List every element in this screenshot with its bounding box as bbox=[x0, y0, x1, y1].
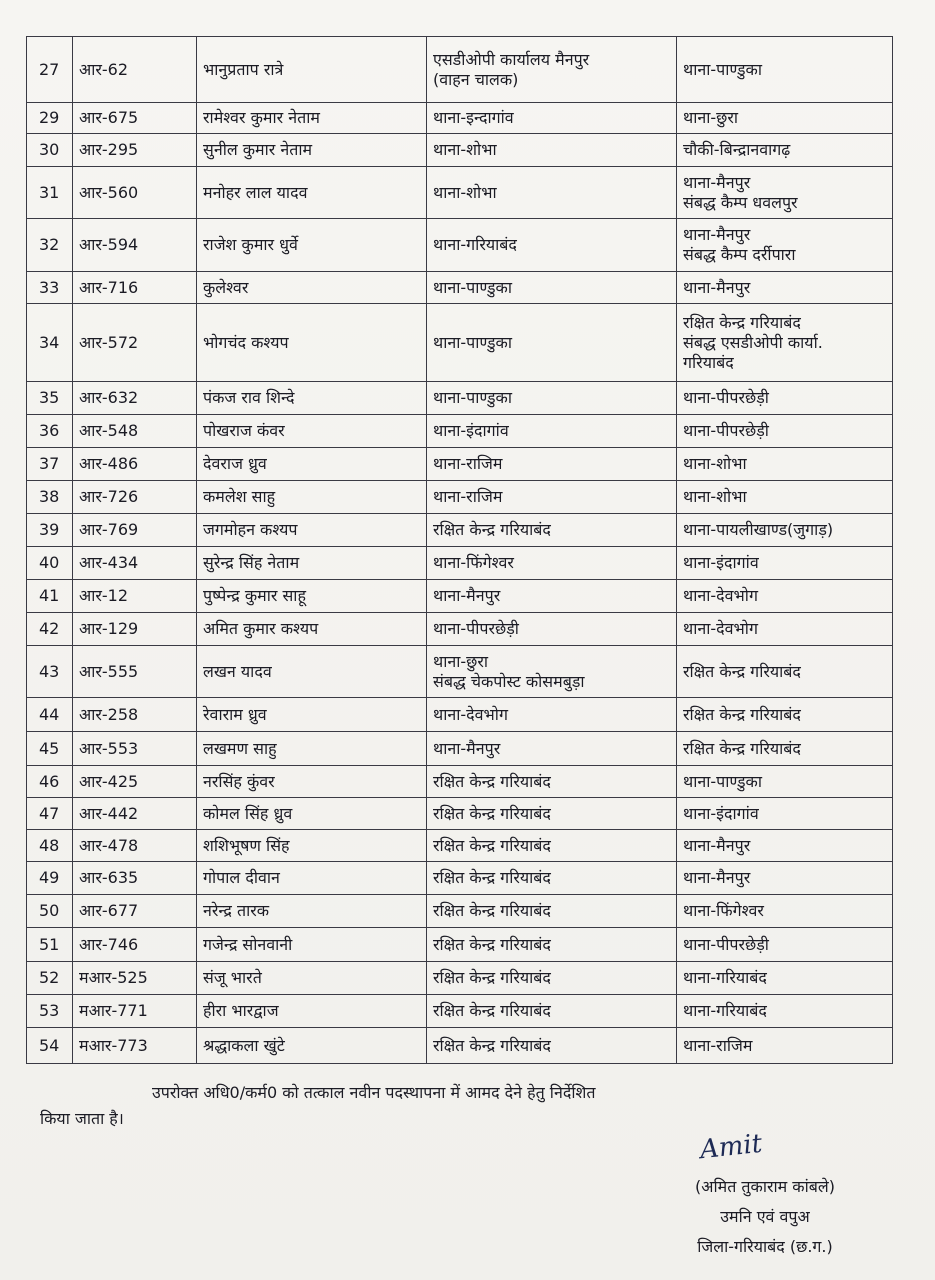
serial-number-cell: 36 bbox=[27, 415, 73, 448]
current-posting-line: संबद्ध चेकपोस्ट कोसमबुड़ा bbox=[433, 671, 585, 691]
new-posting-line: थाना-गरियाबंद bbox=[683, 968, 767, 987]
new-posting-cell bbox=[677, 962, 893, 995]
employee-name-cell: सुरेन्द्र सिंह नेताम bbox=[197, 547, 427, 580]
new-posting-line: थाना-राजिम bbox=[683, 1035, 753, 1055]
serial-number-cell: 54 bbox=[27, 1028, 73, 1064]
constable-number-cell: मआर-525 bbox=[73, 962, 197, 995]
table-row bbox=[27, 219, 893, 272]
employee-name-cell: भानुप्रताप रात्रे bbox=[197, 37, 427, 103]
current-posting-line: रक्षित केन्द्र गरियाबंद bbox=[433, 1001, 551, 1020]
serial-number-cell: 53 bbox=[27, 995, 73, 1028]
new-posting-cell bbox=[677, 37, 893, 103]
new-posting-line: थाना-मैनपुर bbox=[683, 835, 751, 855]
new-posting-line: थाना-मैनपुर bbox=[683, 868, 751, 887]
employee-name-cell: अमित कुमार कश्यप bbox=[197, 613, 427, 646]
current-posting-cell bbox=[427, 766, 677, 798]
new-posting-cell bbox=[677, 862, 893, 895]
employee-name-cell: लखन यादव bbox=[197, 646, 427, 698]
new-posting-cell bbox=[677, 103, 893, 134]
table-row bbox=[27, 37, 893, 103]
new-posting-line: थाना-इंदागांव bbox=[683, 803, 759, 823]
current-posting-cell bbox=[427, 514, 677, 547]
new-posting-cell bbox=[677, 514, 893, 547]
signatory-name: (अमित तुकाराम कांबले) bbox=[695, 1177, 835, 1196]
serial-number-cell: 38 bbox=[27, 481, 73, 514]
new-posting-line: थाना-पायलीखाण्ड(जुगाड़) bbox=[683, 520, 834, 539]
closing-line-2: किया जाता है। bbox=[40, 1109, 124, 1128]
table-row bbox=[27, 272, 893, 304]
new-posting-cell bbox=[677, 646, 893, 698]
table-row bbox=[27, 613, 893, 646]
signature-block bbox=[640, 1172, 890, 1262]
table-row bbox=[27, 481, 893, 514]
serial-number-cell: 44 bbox=[27, 698, 73, 732]
employee-name-cell: शशिभूषण सिंह bbox=[197, 830, 427, 862]
current-posting-line: रक्षित केन्द्र गरियाबंद bbox=[433, 771, 551, 791]
current-posting-line: एसडीओपी कार्यालय मैनपुर bbox=[433, 49, 590, 69]
table-row bbox=[27, 928, 893, 962]
table-row bbox=[27, 514, 893, 547]
current-posting-line: थाना-मैनपुर bbox=[433, 738, 501, 758]
employee-name-cell: कमलेश साहु bbox=[197, 481, 427, 514]
serial-number-cell: 37 bbox=[27, 448, 73, 481]
current-posting-line: थाना-शोभा bbox=[433, 182, 497, 202]
constable-number-cell: आर-572 bbox=[73, 304, 197, 382]
new-posting-line: थाना-मैनपुर bbox=[683, 225, 751, 244]
current-posting-line: थाना-पाण्डुका bbox=[433, 277, 512, 297]
current-posting-cell bbox=[427, 481, 677, 514]
table-row bbox=[27, 862, 893, 895]
employee-name-cell: भोगचंद कश्यप bbox=[197, 304, 427, 382]
current-posting-line: थाना-छुरा bbox=[433, 651, 489, 671]
new-posting-line: रक्षित केन्द्र गरियाबंद bbox=[683, 312, 801, 332]
serial-number-cell: 35 bbox=[27, 382, 73, 415]
employee-name-cell: हीरा भारद्वाज bbox=[197, 995, 427, 1028]
current-posting-line: थाना-देवभोग bbox=[433, 704, 508, 724]
current-posting-cell bbox=[427, 448, 677, 481]
current-posting-line: थाना-शोभा bbox=[433, 140, 497, 159]
new-posting-line: चौकी-बिन्द्रानवागढ़ bbox=[683, 140, 791, 159]
constable-number-cell: आर-553 bbox=[73, 732, 197, 766]
current-posting-cell bbox=[427, 928, 677, 962]
current-posting-line: थाना-फिंगेश्वर bbox=[433, 553, 514, 572]
constable-number-cell: आर-486 bbox=[73, 448, 197, 481]
employee-name-cell: रामेश्वर कुमार नेताम bbox=[197, 103, 427, 134]
constable-number-cell: आर-594 bbox=[73, 219, 197, 272]
new-posting-cell bbox=[677, 1028, 893, 1064]
serial-number-cell: 27 bbox=[27, 37, 73, 103]
new-posting-cell bbox=[677, 481, 893, 514]
new-posting-line: थाना-पीपरछेड़ी bbox=[683, 934, 769, 954]
new-posting-cell bbox=[677, 995, 893, 1028]
constable-number-cell: आर-442 bbox=[73, 798, 197, 830]
new-posting-line: थाना-पाण्डुका bbox=[683, 771, 762, 791]
constable-number-cell: आर-434 bbox=[73, 547, 197, 580]
new-posting-line: रक्षित केन्द्र गरियाबंद bbox=[683, 661, 801, 681]
constable-number-cell: आर-716 bbox=[73, 272, 197, 304]
constable-number-cell: आर-555 bbox=[73, 646, 197, 698]
current-posting-cell bbox=[427, 219, 677, 272]
serial-number-cell: 34 bbox=[27, 304, 73, 382]
new-posting-line: संबद्ध एसडीओपी कार्या. bbox=[683, 332, 823, 352]
current-posting-cell bbox=[427, 732, 677, 766]
current-posting-cell bbox=[427, 830, 677, 862]
serial-number-cell: 30 bbox=[27, 134, 73, 167]
new-posting-line: संबद्ध कैम्प दर्रीपारा bbox=[683, 245, 796, 264]
employee-name-cell: कुलेश्वर bbox=[197, 272, 427, 304]
new-posting-line: रक्षित केन्द्र गरियाबंद bbox=[683, 704, 801, 724]
current-posting-cell bbox=[427, 134, 677, 167]
new-posting-line: थाना-पीपरछेड़ी bbox=[683, 421, 769, 440]
constable-number-cell: आर-726 bbox=[73, 481, 197, 514]
table-row bbox=[27, 415, 893, 448]
table-row bbox=[27, 962, 893, 995]
current-posting-cell bbox=[427, 272, 677, 304]
new-posting-line: थाना-मैनपुर bbox=[683, 277, 751, 297]
table-row bbox=[27, 547, 893, 580]
serial-number-cell: 33 bbox=[27, 272, 73, 304]
new-posting-line: गरियाबंद bbox=[683, 352, 734, 372]
table-row bbox=[27, 830, 893, 862]
new-posting-cell bbox=[677, 382, 893, 415]
current-posting-cell bbox=[427, 995, 677, 1028]
new-posting-cell bbox=[677, 304, 893, 382]
new-posting-cell bbox=[677, 830, 893, 862]
current-posting-line: थाना-पीपरछेड़ी bbox=[433, 619, 519, 638]
new-posting-line: थाना-गरियाबंद bbox=[683, 1001, 767, 1020]
new-posting-cell bbox=[677, 698, 893, 732]
new-posting-cell bbox=[677, 219, 893, 272]
constable-number-cell: आर-677 bbox=[73, 895, 197, 928]
transfer-table bbox=[26, 36, 893, 1064]
table-row bbox=[27, 766, 893, 798]
employee-name-cell: जगमोहन कश्यप bbox=[197, 514, 427, 547]
new-posting-cell bbox=[677, 415, 893, 448]
constable-number-cell: आर-769 bbox=[73, 514, 197, 547]
table-row bbox=[27, 732, 893, 766]
new-posting-line: थाना-मैनपुर bbox=[683, 172, 751, 192]
current-posting-line: थाना-पाण्डुका bbox=[433, 388, 512, 407]
employee-name-cell: रेवाराम ध्रुव bbox=[197, 698, 427, 732]
current-posting-cell bbox=[427, 646, 677, 698]
employee-name-cell: संजू भारते bbox=[197, 962, 427, 995]
employee-name-cell: गोपाल दीवान bbox=[197, 862, 427, 895]
new-posting-line: थाना-पाण्डुका bbox=[683, 59, 762, 79]
constable-number-cell: आर-635 bbox=[73, 862, 197, 895]
table-row bbox=[27, 646, 893, 698]
current-posting-cell bbox=[427, 962, 677, 995]
constable-number-cell: मआर-771 bbox=[73, 995, 197, 1028]
constable-number-cell: आर-746 bbox=[73, 928, 197, 962]
new-posting-cell bbox=[677, 766, 893, 798]
constable-number-cell: आर-560 bbox=[73, 167, 197, 219]
constable-number-cell: आर-129 bbox=[73, 613, 197, 646]
new-posting-line: थाना-देवभोग bbox=[683, 586, 758, 605]
serial-number-cell: 47 bbox=[27, 798, 73, 830]
current-posting-cell bbox=[427, 382, 677, 415]
constable-number-cell: आर-425 bbox=[73, 766, 197, 798]
employee-name-cell: श्रद्धाकला खुंटे bbox=[197, 1028, 427, 1064]
current-posting-cell bbox=[427, 580, 677, 613]
employee-name-cell: मनोहर लाल यादव bbox=[197, 167, 427, 219]
current-posting-line: थाना-इन्दागांव bbox=[433, 108, 514, 127]
serial-number-cell: 52 bbox=[27, 962, 73, 995]
signatory-designation: उमनि एवं वपुअ bbox=[720, 1207, 810, 1226]
table-row bbox=[27, 167, 893, 219]
current-posting-cell bbox=[427, 304, 677, 382]
serial-number-cell: 50 bbox=[27, 895, 73, 928]
table-row bbox=[27, 698, 893, 732]
constable-number-cell: आर-675 bbox=[73, 103, 197, 134]
new-posting-line: संबद्ध कैम्प धवलपुर bbox=[683, 192, 798, 212]
closing-line-1: उपरोक्त अधि0/कर्म0 को तत्काल नवीन पदस्थापना में आमद देने हेतु निर्देशित bbox=[152, 1083, 596, 1102]
current-posting-cell bbox=[427, 37, 677, 103]
table-row bbox=[27, 382, 893, 415]
table-row bbox=[27, 995, 893, 1028]
new-posting-cell bbox=[677, 895, 893, 928]
serial-number-cell: 48 bbox=[27, 830, 73, 862]
constable-number-cell: आर-548 bbox=[73, 415, 197, 448]
current-posting-cell bbox=[427, 1028, 677, 1064]
current-posting-cell bbox=[427, 698, 677, 732]
table-row bbox=[27, 103, 893, 134]
current-posting-line: रक्षित केन्द्र गरियाबंद bbox=[433, 934, 551, 954]
serial-number-cell: 32 bbox=[27, 219, 73, 272]
table-row bbox=[27, 895, 893, 928]
constable-number-cell: आर-295 bbox=[73, 134, 197, 167]
employee-name-cell: राजेश कुमार धुर्वे bbox=[197, 219, 427, 272]
table-row bbox=[27, 448, 893, 481]
constable-number-cell: आर-258 bbox=[73, 698, 197, 732]
table-row bbox=[27, 580, 893, 613]
current-posting-line: थाना-राजिम bbox=[433, 454, 503, 473]
transfer-table-body bbox=[27, 37, 893, 1064]
employee-name-cell: देवराज ध्रुव bbox=[197, 448, 427, 481]
employee-name-cell: गजेन्द्र सोनवानी bbox=[197, 928, 427, 962]
signatory-district: जिला-गरियाबंद (छ.ग.) bbox=[697, 1237, 833, 1256]
employee-name-cell: पोखराज कंवर bbox=[197, 415, 427, 448]
new-posting-cell bbox=[677, 732, 893, 766]
constable-number-cell: आर-478 bbox=[73, 830, 197, 862]
current-posting-line: थाना-राजिम bbox=[433, 487, 503, 506]
current-posting-line: रक्षित केन्द्र गरियाबंद bbox=[433, 1035, 551, 1055]
new-posting-line: थाना-इंदागांव bbox=[683, 553, 759, 572]
new-posting-line: थाना-पीपरछेड़ी bbox=[683, 388, 769, 407]
serial-number-cell: 31 bbox=[27, 167, 73, 219]
employee-name-cell: लखमण साहु bbox=[197, 732, 427, 766]
closing-instruction bbox=[40, 1080, 880, 1132]
employee-name-cell: नरेन्द्र तारक bbox=[197, 895, 427, 928]
constable-number-cell: आर-12 bbox=[73, 580, 197, 613]
current-posting-cell bbox=[427, 547, 677, 580]
current-posting-line: रक्षित केन्द्र गरियाबंद bbox=[433, 803, 551, 823]
new-posting-line: थाना-देवभोग bbox=[683, 619, 758, 638]
serial-number-cell: 39 bbox=[27, 514, 73, 547]
current-posting-cell bbox=[427, 167, 677, 219]
serial-number-cell: 46 bbox=[27, 766, 73, 798]
current-posting-line: (वाहन चालक) bbox=[433, 69, 519, 89]
new-posting-cell bbox=[677, 547, 893, 580]
current-posting-line: रक्षित केन्द्र गरियाबंद bbox=[433, 868, 551, 887]
new-posting-cell bbox=[677, 448, 893, 481]
current-posting-cell bbox=[427, 415, 677, 448]
new-posting-cell bbox=[677, 613, 893, 646]
current-posting-cell bbox=[427, 862, 677, 895]
employee-name-cell: पंकज राव शिन्दे bbox=[197, 382, 427, 415]
current-posting-line: थाना-गरियाबंद bbox=[433, 235, 517, 254]
new-posting-line: थाना-फिंगेश्वर bbox=[683, 901, 764, 920]
new-posting-cell bbox=[677, 928, 893, 962]
current-posting-cell bbox=[427, 613, 677, 646]
constable-number-cell: आर-62 bbox=[73, 37, 197, 103]
current-posting-line: रक्षित केन्द्र गरियाबंद bbox=[433, 835, 551, 855]
employee-name-cell: सुनील कुमार नेताम bbox=[197, 134, 427, 167]
table-row bbox=[27, 304, 893, 382]
current-posting-line: रक्षित केन्द्र गरियाबंद bbox=[433, 968, 551, 987]
serial-number-cell: 42 bbox=[27, 613, 73, 646]
new-posting-line: थाना-शोभा bbox=[683, 487, 747, 506]
new-posting-cell bbox=[677, 167, 893, 219]
new-posting-line: थाना-शोभा bbox=[683, 454, 747, 473]
current-posting-line: थाना-इंदागांव bbox=[433, 421, 509, 440]
serial-number-cell: 45 bbox=[27, 732, 73, 766]
serial-number-cell: 49 bbox=[27, 862, 73, 895]
signature-mark: Amit bbox=[698, 1128, 764, 1166]
serial-number-cell: 41 bbox=[27, 580, 73, 613]
serial-number-cell: 40 bbox=[27, 547, 73, 580]
new-posting-cell bbox=[677, 580, 893, 613]
table-row bbox=[27, 134, 893, 167]
table-row bbox=[27, 798, 893, 830]
new-posting-cell bbox=[677, 134, 893, 167]
current-posting-line: रक्षित केन्द्र गरियाबंद bbox=[433, 520, 551, 539]
new-posting-line: रक्षित केन्द्र गरियाबंद bbox=[683, 738, 801, 758]
current-posting-line: थाना-मैनपुर bbox=[433, 586, 501, 605]
current-posting-cell bbox=[427, 895, 677, 928]
employee-name-cell: कोमल सिंह ध्रुव bbox=[197, 798, 427, 830]
table-row bbox=[27, 1028, 893, 1064]
new-posting-cell bbox=[677, 798, 893, 830]
current-posting-line: थाना-पाण्डुका bbox=[433, 332, 512, 352]
current-posting-line: रक्षित केन्द्र गरियाबंद bbox=[433, 901, 551, 920]
serial-number-cell: 29 bbox=[27, 103, 73, 134]
constable-number-cell: आर-632 bbox=[73, 382, 197, 415]
constable-number-cell: मआर-773 bbox=[73, 1028, 197, 1064]
serial-number-cell: 43 bbox=[27, 646, 73, 698]
new-posting-cell bbox=[677, 272, 893, 304]
serial-number-cell: 51 bbox=[27, 928, 73, 962]
employee-name-cell: नरसिंह कुंवर bbox=[197, 766, 427, 798]
employee-name-cell: पुष्पेन्द्र कुमार साहू bbox=[197, 580, 427, 613]
current-posting-cell bbox=[427, 103, 677, 134]
current-posting-cell bbox=[427, 798, 677, 830]
new-posting-line: थाना-छुरा bbox=[683, 108, 739, 127]
